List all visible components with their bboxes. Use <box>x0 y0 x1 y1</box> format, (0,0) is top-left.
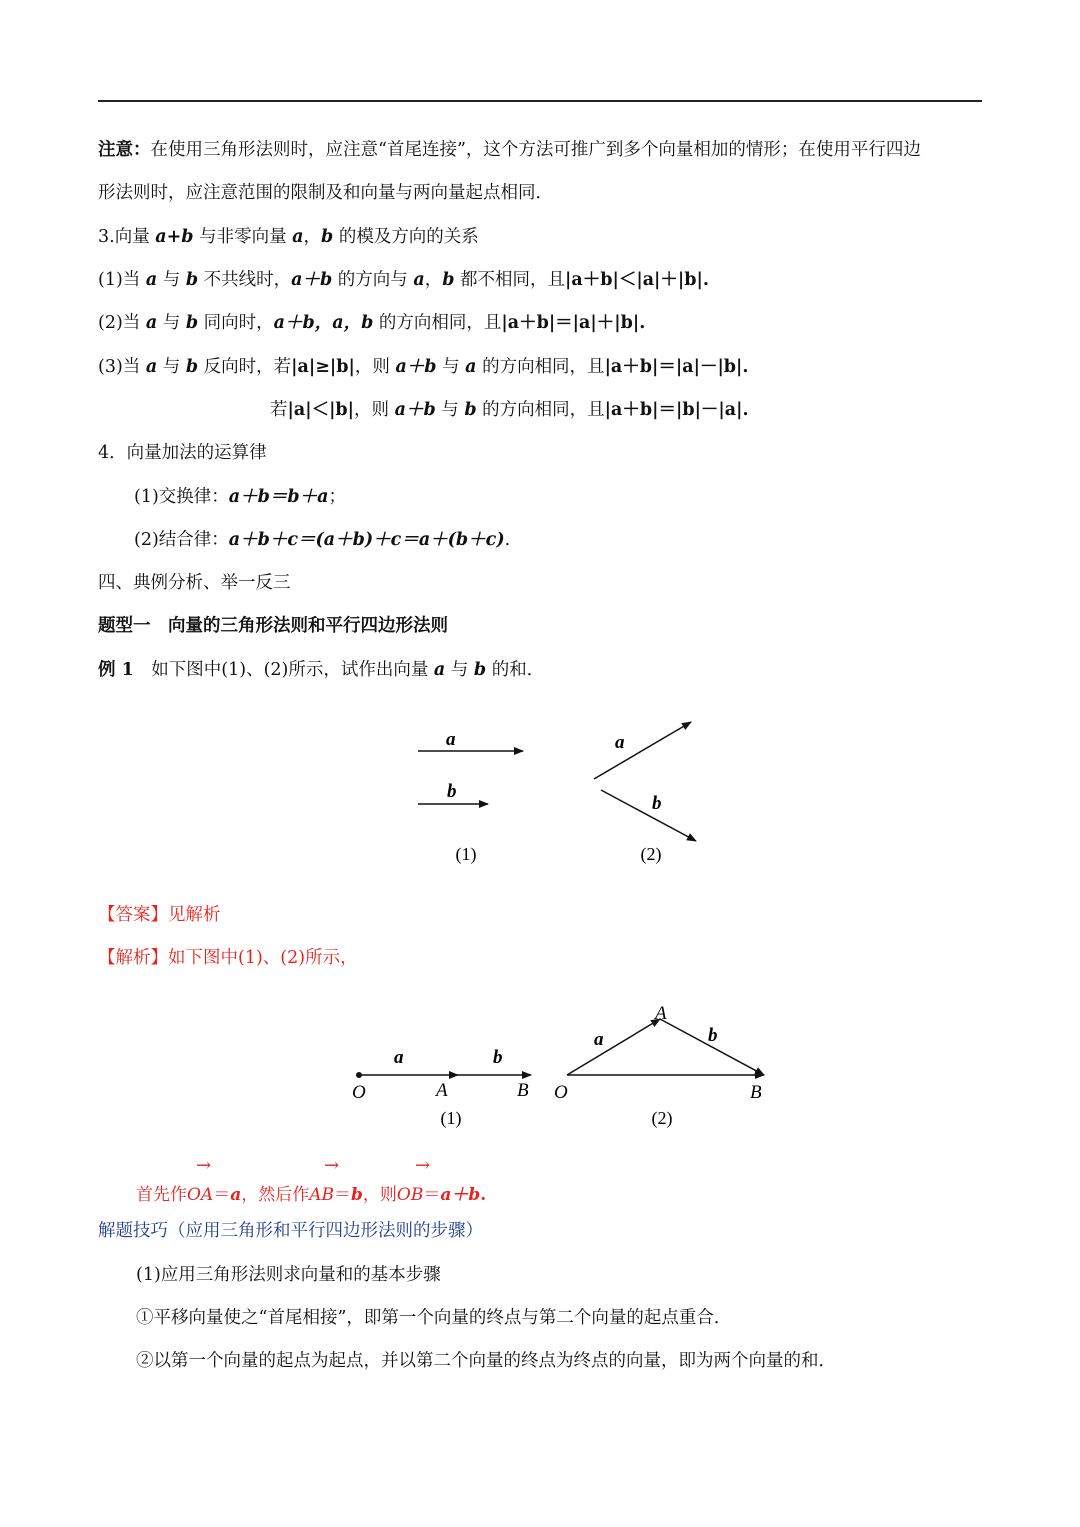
vector-a-label-2: a <box>615 732 625 753</box>
relation-item-3b: 若|a|＜|b|，则 a＋b 与 b 的方向相同，且|a＋b|＝|b|－|a|. <box>270 400 749 420</box>
arrow-ob: → <box>415 1155 431 1176</box>
section-3-title: 3.向量 a+b 与非零向量 a，b 的模及方向的关系 <box>98 227 479 247</box>
arrow-ab: → <box>324 1155 340 1176</box>
note-line-1: 注意：在使用三角形法则时，应注意“首尾连接”，这个方法可推广到多个向量相加的情形；在使用平行四边 <box>98 140 921 160</box>
arrow-oa: → <box>196 1155 212 1176</box>
vector-b-label-2: b <box>652 793 662 814</box>
tips-line-3: ②以第一个向量的起点为起点，并以第二个向量的终点为终点的向量，即为两个向量的和． <box>136 1351 836 1371</box>
label-b-2: b <box>708 1025 718 1046</box>
label-a-point-2: A <box>655 1003 667 1024</box>
solution-caption-1: (1) <box>440 1108 462 1128</box>
vector-a-arrow-2 <box>594 722 691 779</box>
label-b-point-2: B <box>750 1082 762 1103</box>
label-a-point: A <box>436 1080 448 1101</box>
vector-b-arrow-2 <box>601 790 696 841</box>
note-line-2: 形法则时，应注意范围的限制及和向量与两向量起点相同． <box>98 183 553 203</box>
commutative-law: (1)交换律：a＋b＝b＋a； <box>134 487 346 507</box>
label-b-point: B <box>517 1080 529 1101</box>
answer-line: 【答案】见解析 <box>98 905 221 925</box>
relation-item-1: (1)当 a 与 b 不共线时，a＋b 的方向与 a，b 都不相同，且|a＋b|＜|a|＋|b|. <box>98 270 709 290</box>
example-1: 例 1 如下图中(1)、(2)所示，试作出向量 a 与 b 的和． <box>98 660 545 680</box>
solution-figure <box>0 990 1080 1140</box>
tips-line-2: ①平移向量使之“首尾相接”，即第一个向量的终点与第二个向量的起点重合． <box>136 1308 732 1328</box>
figure-caption-2: (2) <box>640 844 662 864</box>
problem-type-heading: 题型一 向量的三角形法则和平行四边形法则 <box>98 616 448 636</box>
relation-item-3: (3)当 a 与 b 反向时，若|a|≥|b|，则 a＋b 与 a 的方向相同，且|a＋b|＝|a|－|b|. <box>98 357 749 377</box>
label-o-2: O <box>554 1082 568 1103</box>
label-o: O <box>352 1082 366 1103</box>
tips-title: 解题技巧（应用三角形和平行四边形法则的步骤） <box>98 1221 483 1241</box>
vector-oa-2 <box>567 1019 660 1075</box>
solution-caption-2: (2) <box>651 1108 673 1128</box>
vector-a-label: a <box>446 729 456 750</box>
relation-item-2: (2)当 a 与 b 同向时，a＋b，a，b 的方向相同，且|a＋b|＝|a|＋|b|. <box>98 313 646 333</box>
label-a: a <box>394 1047 404 1068</box>
vector-b-label: b <box>447 781 457 802</box>
section-heading: 四、典例分析、举一反三 <box>98 573 291 593</box>
tips-line-1: (1)应用三角形法则求向量和的基本步骤 <box>136 1265 441 1285</box>
label-b: b <box>493 1047 503 1068</box>
analysis-line: 【解析】如下图中(1)、(2)所示， <box>98 948 358 968</box>
construction-line: 首先作OA＝a，然后作AB＝b，则OB＝a＋b. <box>136 1185 487 1205</box>
header-rule <box>98 100 982 102</box>
figure-caption-1: (1) <box>455 844 477 864</box>
associative-law: (2)结合律：a＋b＋c＝(a＋b)＋c＝a＋(b＋c). <box>134 530 511 550</box>
label-a-2: a <box>594 1029 604 1050</box>
section-4-title: 4．向量加法的运算律 <box>98 443 267 463</box>
example-figure <box>0 700 1080 880</box>
